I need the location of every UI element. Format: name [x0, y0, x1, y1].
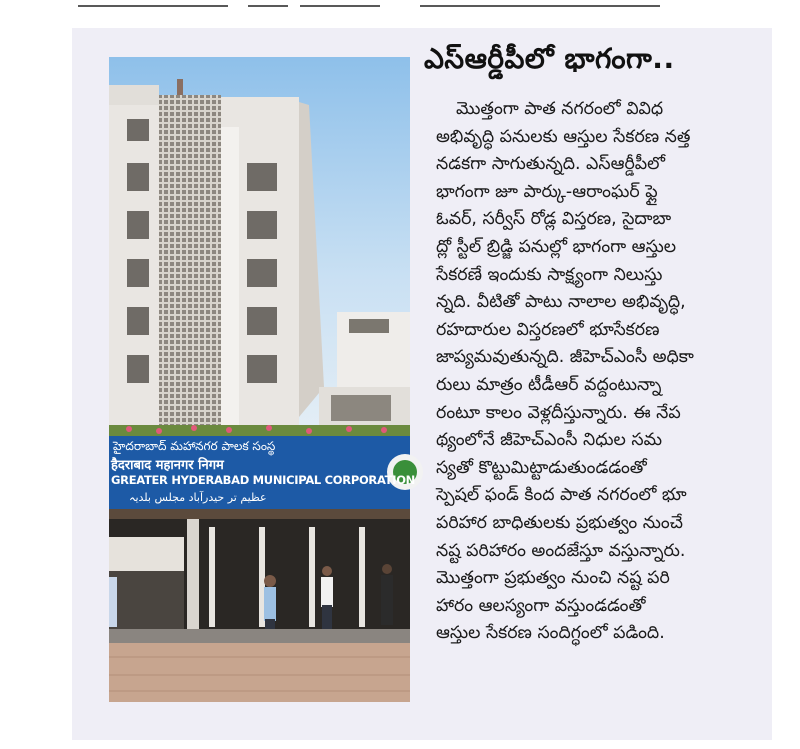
article-body-line: మొత్తంగా పాత నగరంలో వివిధ: [456, 99, 664, 119]
article-body-line: ద్లో స్టీల్ బ్రిడ్జి పనుల్లో భాగంగా ఆస్తుల: [436, 236, 677, 257]
article-body-line: సేకరణే ఇందుకు సాక్ష్యంగా నిలుస్తు: [436, 264, 663, 285]
article-body-line: స్యతో కొట్టుమిట్టాడుతుండడంతో: [436, 457, 647, 478]
article-body-line: హారం ఆలస్యంగా వస్తుండడంతో: [436, 595, 646, 616]
sign-telugu: హైదరాబాద్ మహానగర పాలక సంస్థ: [113, 439, 276, 453]
previous-column-cutoff: [0, 0, 800, 14]
article-body: [436, 96, 770, 648]
sign-urdu: عظیم تر حیدرآباد مجلس بلدیہ: [129, 491, 267, 504]
cutoff-text-fragment: [420, 0, 660, 7]
article-body-line: నడకగా సాగుతున్నది. ఎస్ఆర్డీపీలో: [436, 154, 666, 175]
ghmc-building-photo: [109, 57, 416, 702]
article-body-line: పరిహార బాధితులకు ప్రభుత్వం నుంచే: [436, 512, 683, 533]
article-body-line: ఓవర్, సర్వీస్ రోడ్ల విస్తరణ, సైదాబా: [436, 209, 672, 230]
article-body-line: భాగంగా జూ పార్కు-ఆరాంఘర్ ఫ్లై: [436, 181, 658, 202]
sign-english: GREATER HYDERABAD MUNICIPAL CORPORATION: [111, 473, 416, 487]
cutoff-text-fragment: [78, 0, 228, 7]
municipal-signboard: [109, 439, 416, 509]
article-body-line: అభివృద్ధి పనులకు ఆస్తుల సేకరణ నత్త: [436, 126, 691, 147]
article-body-line: రంటూ కాలం వెళ్లదీస్తున్నారు. ఈ నేప: [436, 402, 681, 423]
article-body-line: థ్యంలోనే జీహెచ్ఎంసీ నిధుల సమ: [436, 430, 662, 451]
article-body-line: మొత్తంగా ప్రభుత్వం నుంచి నష్ట పరి: [436, 568, 670, 589]
article-body-line: స్పెషల్ ఫండ్ కింద పాత నగరంలో భూ: [436, 485, 687, 506]
article-body-line: రహదారుల విస్తరణలో భూసేకరణ: [436, 319, 660, 340]
sign-hindi: हैदराबाद महानगर निगम: [111, 458, 224, 473]
article-body-line: న్నది. వీటితో పాటు నాలాల అభివృద్ధి,: [436, 292, 686, 313]
cutoff-text-fragment: [248, 0, 288, 7]
article-body-line: రులు మాత్రం టీడీఆర్ వద్దంటున్నా: [436, 374, 662, 395]
article-body-line: ఆస్తుల సేకరణ సందిగ్ధంలో పడింది.: [436, 623, 665, 644]
article-body-line: జాప్యమవుతున్నది. జీహెచ్ఎంసీ అధికా: [436, 347, 694, 368]
article-body-line: నష్ట పరిహారం అందజేస్తూ వస్తున్నారు.: [436, 540, 686, 561]
article-headline: ఎస్ఆర్డీపీలో భాగంగా..: [424, 42, 675, 75]
cutoff-text-fragment: [300, 0, 380, 7]
